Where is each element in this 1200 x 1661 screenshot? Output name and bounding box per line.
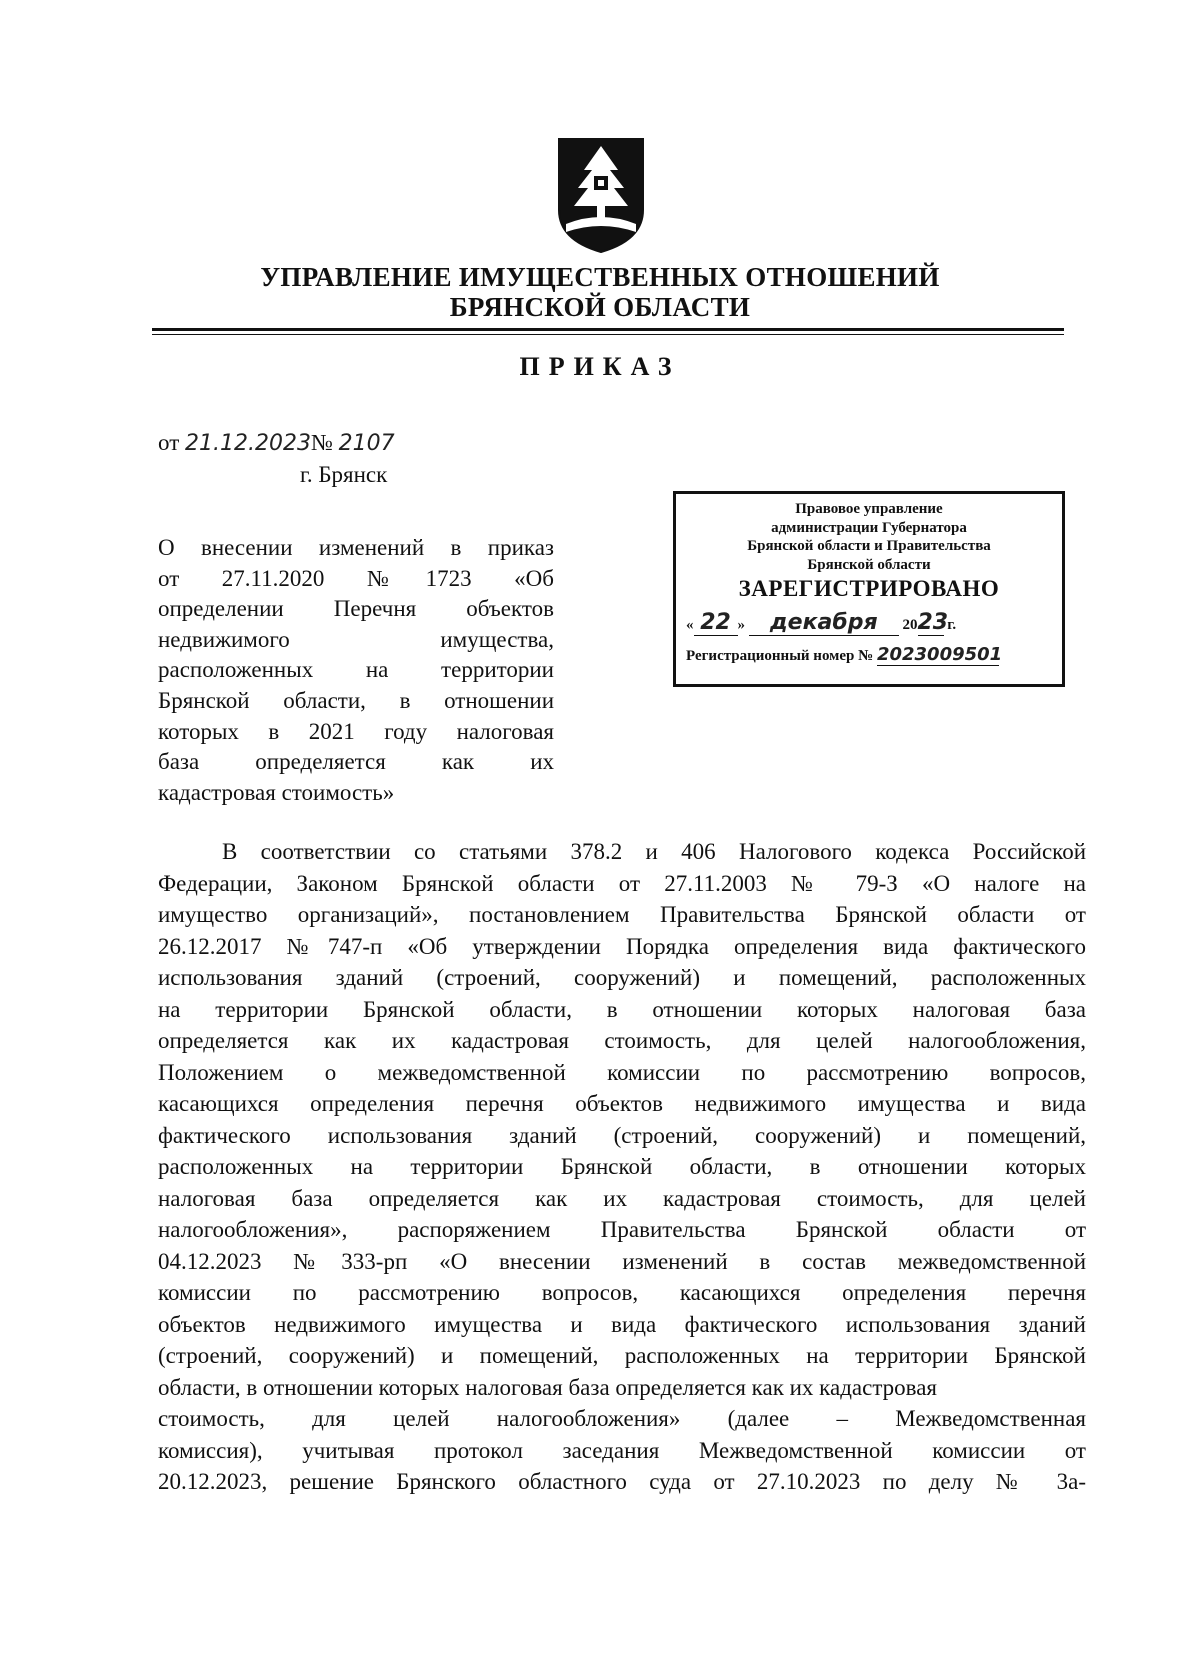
body-line: (строений, сооружений) и помещений, расположенных на территории Брянской xyxy=(158,1343,1086,1368)
stamp-year-prefix: 20 xyxy=(902,617,918,633)
order-subject xyxy=(158,533,554,808)
stamp-date-row: « 22 » декабря 2023 г. xyxy=(686,610,957,635)
organization-name xyxy=(180,262,1020,322)
stamp-reg-row xyxy=(676,644,1062,666)
body-line: налогообложения», распоряжением Правительства Брянской области от xyxy=(158,1217,1086,1242)
body-line: Положением о межведомственной комиссии по рассмотрению вопросов, xyxy=(158,1059,1086,1085)
subject-line: от 27.11.2020 №1723 «Об xyxy=(158,565,554,591)
body-line: стоимость, для целей налогообложения» (далее – Межведомственная xyxy=(158,1406,1086,1431)
organization-name-line-1: УПРАВЛЕНИЕ ИМУЩЕСТВЕННЫХ ОТНОШЕНИЙ xyxy=(260,262,940,292)
header-rule-thick xyxy=(152,328,1064,331)
subject-line: которых в 2021 году налоговая xyxy=(158,718,554,744)
body-line: определяется как их кадастровая стоимость, для целей налогообложения, xyxy=(158,1028,1086,1053)
date-prefix: от xyxy=(158,430,180,455)
stamp-reg-number: 2023009501 xyxy=(876,644,1003,665)
stamp-registered: ЗАРЕГИСТРИРОВАНО xyxy=(738,576,1000,601)
body-line: области, в отношении которых налоговая база определяется как их кадастровая xyxy=(158,1374,938,1400)
body-line: 04.12.2023 №333-рп «О внесении изменений в состав межведомственной xyxy=(158,1248,1086,1274)
body-line: фактического использования зданий (строений, сооружений) и помещений, xyxy=(158,1122,1086,1148)
stamp-year-unit: г. xyxy=(947,617,957,633)
stamp-line: Брянской области xyxy=(807,556,931,573)
registration-stamp xyxy=(673,491,1065,687)
stamp-day: 22 xyxy=(694,610,738,636)
subject-line: О внесении изменений в приказ xyxy=(158,535,554,560)
body-line: налоговая база определяется как их кадастровая стоимость, для целей xyxy=(158,1185,1086,1211)
document-title: ПРИКАЗ xyxy=(519,352,681,381)
stamp-line: администрации Губернатора xyxy=(771,519,967,536)
number-sign: № xyxy=(310,430,333,455)
organization-name-line-2: БРЯНСКОЙ ОБЛАСТИ xyxy=(449,292,751,322)
body-line: касающихся определения перечня объектов недвижимого имущества и вида xyxy=(158,1091,1086,1116)
body-line: объектов недвижимого имущества и вида фактического использования зданий xyxy=(158,1311,1086,1337)
subject-line: база определяется как их xyxy=(158,749,554,775)
header-rule-thin xyxy=(152,334,1064,335)
order-body xyxy=(158,836,1086,1498)
city: г. Брянск xyxy=(300,462,388,487)
body-line: имущество организаций», постановлением Правительства Брянской области от xyxy=(158,902,1086,927)
body-line: 20.12.2023, решение Брянского областного суда от 27.10.2023 по делу № 3а- xyxy=(158,1469,1086,1494)
subject-line: кадастровая стоимость» xyxy=(158,779,395,805)
coat-of-arms-emblem xyxy=(556,136,646,254)
handwritten-date: 21.12.2023 xyxy=(185,431,311,456)
stamp-reg-label: Регистрационный номер № xyxy=(686,648,874,664)
body-line: В соответствии со статьями 378.2 и 406 Налогового кодекса Российской xyxy=(222,839,1086,864)
body-line: 26.12.2017 №747-п «Об утверждении Порядка определения вида фактического xyxy=(158,933,1086,959)
stamp-line: Правовое управление xyxy=(795,501,943,517)
body-line: расположенных на территории Брянской области, в отношении которых xyxy=(158,1154,1086,1179)
body-line: на территории Брянской области, в отношении которых налоговая база xyxy=(158,996,1086,1022)
subject-line: определении Перечня объектов xyxy=(158,596,554,622)
body-line: комиссия), учитывая протокол заседания Межведомственной комиссии от xyxy=(158,1437,1086,1463)
body-line: использования зданий (строений, сооружений) и помещений, расположенных xyxy=(158,965,1086,990)
subject-line: Брянской области, в отношении xyxy=(158,687,554,713)
body-line: Федерации, Законом Брянской области от 27.11.2003 № 79-З «О налоге на xyxy=(158,870,1086,896)
stamp-line: Брянской области и Правительства xyxy=(747,538,991,554)
stamp-month: декабря xyxy=(749,610,899,636)
subject-line: недвижимого имущества, xyxy=(158,626,554,652)
subject-line: расположенных на территории xyxy=(158,657,554,683)
handwritten-number: 2107 xyxy=(338,431,395,456)
body-line: комиссии по рассмотрению вопросов, касающихся определения перечня xyxy=(158,1280,1086,1305)
date-line xyxy=(158,430,395,456)
stamp-year-suffix: 23 xyxy=(917,610,949,635)
